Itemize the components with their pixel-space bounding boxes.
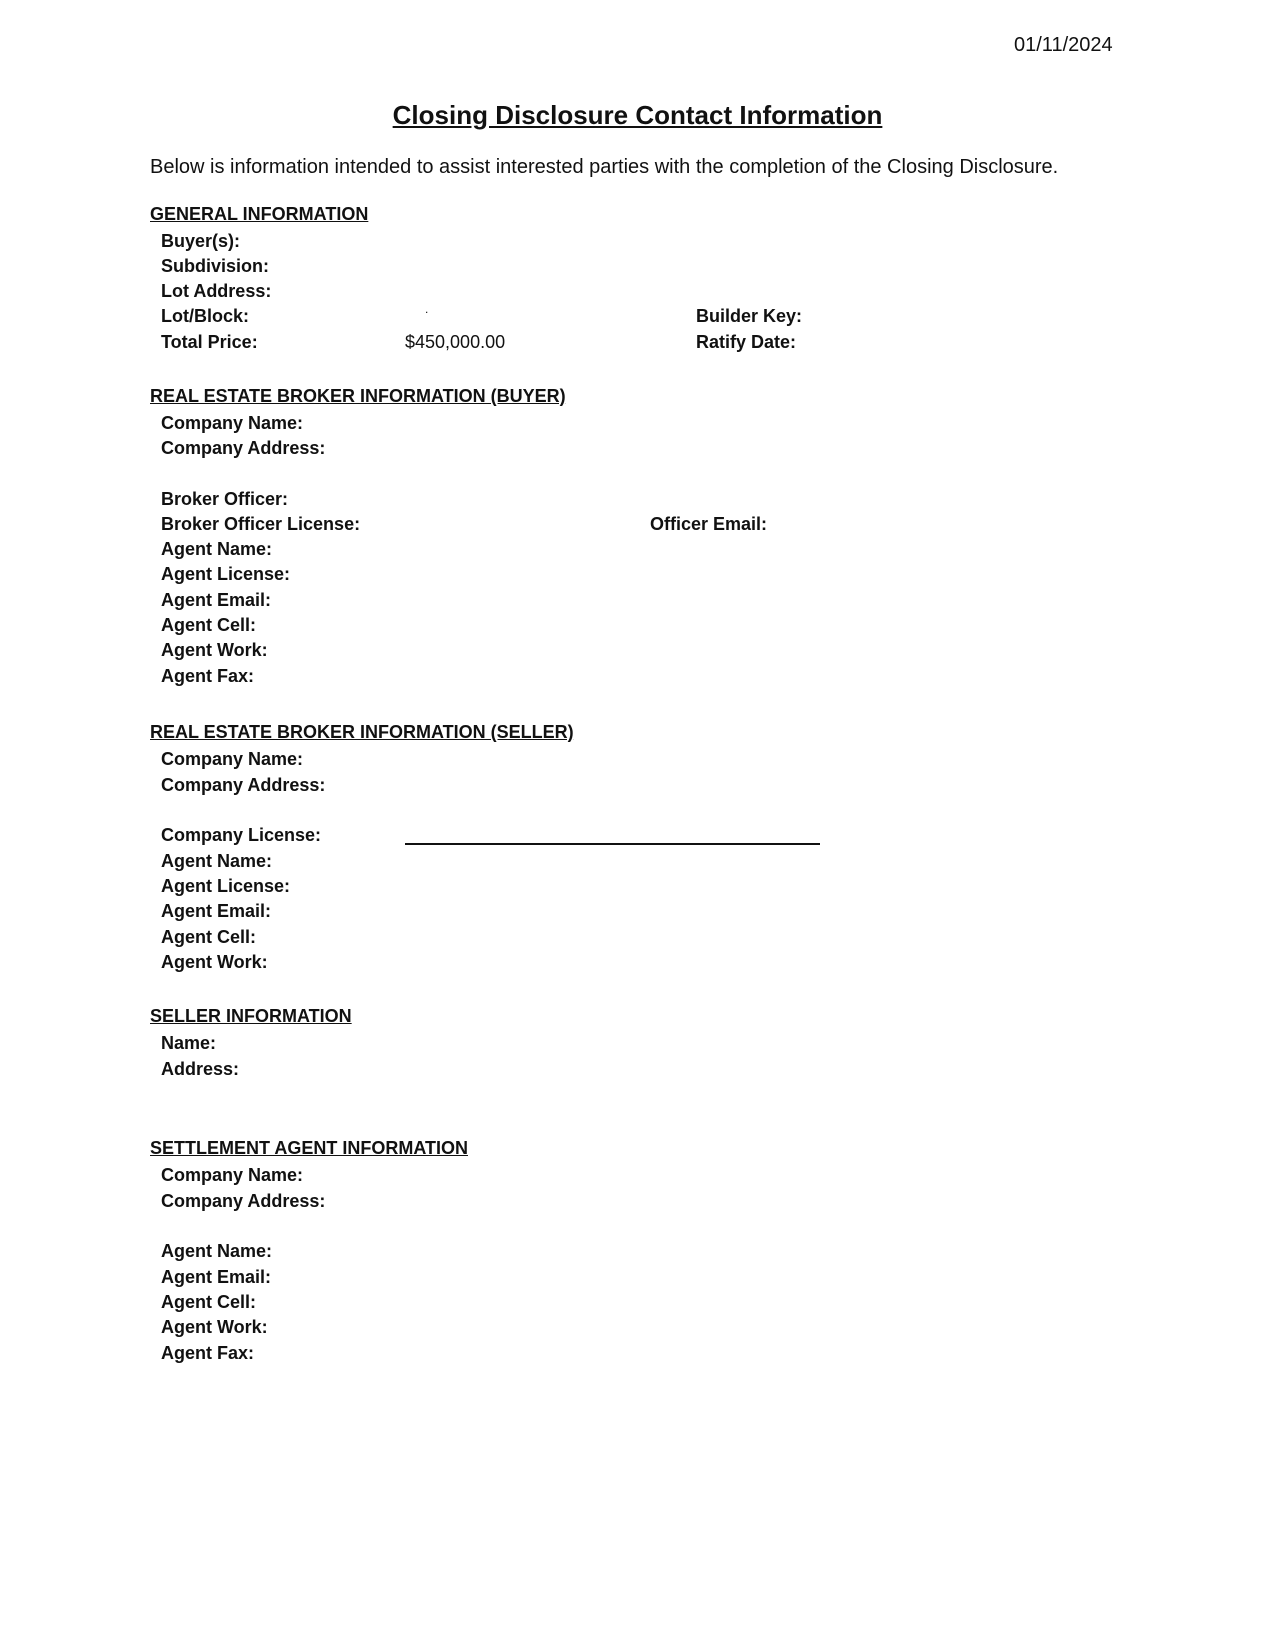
settlement-agent-email-label: Agent Email: <box>161 1267 272 1287</box>
settlement-heading: SETTLEMENT AGENT INFORMATION <box>150 1138 468 1158</box>
buyer-agent-work-label: Agent Work: <box>161 640 268 660</box>
buyer-company-address-label: Company Address: <box>161 438 326 458</box>
seller-company-address-label: Company Address: <box>161 775 326 795</box>
document-date: 01/11/2024 <box>1014 34 1113 56</box>
intro-text: Below is information intended to assist interested parties with the completion of the Closing Disclosure. <box>150 156 1059 178</box>
seller-info-heading: SELLER INFORMATION <box>150 1006 352 1026</box>
buyer-agent-email-label: Agent Email: <box>161 590 272 610</box>
officer-email-label: Officer Email: <box>650 514 768 534</box>
total-price-value: $450,000.00 <box>405 332 506 352</box>
seller-agent-email-label: Agent Email: <box>161 901 272 921</box>
company-license-label: Company License: <box>161 825 322 845</box>
seller-name-label: Name: <box>161 1033 217 1053</box>
page-title: Closing Disclosure Contact Information <box>392 100 883 130</box>
buyer-agent-fax-label: Agent Fax: <box>161 666 255 686</box>
settlement-agent-cell-label: Agent Cell: <box>161 1292 257 1312</box>
subdivision-label: Subdivision: <box>161 256 269 276</box>
seller-address-label: Address: <box>161 1059 240 1079</box>
buyer-company-name-label: Company Name: <box>161 413 304 433</box>
buyer-agent-cell-label: Agent Cell: <box>161 615 257 635</box>
seller-agent-cell-label: Agent Cell: <box>161 927 257 947</box>
seller-agent-name-label: Agent Name: <box>161 851 273 871</box>
lot-block-value: . <box>425 302 429 316</box>
ratify-date-label: Ratify Date: <box>696 332 797 352</box>
settlement-agent-work-label: Agent Work: <box>161 1317 268 1337</box>
settlement-company-name-label: Company Name: <box>161 1165 304 1185</box>
lot-block-label: Lot/Block: <box>161 306 249 326</box>
builder-key-label: Builder Key: <box>696 306 803 326</box>
buyers-label: Buyer(s): <box>161 231 241 251</box>
broker-officer-license-label: Broker Officer License: <box>161 514 361 534</box>
company-license-line <box>405 843 820 845</box>
settlement-agent-fax-label: Agent Fax: <box>161 1343 255 1363</box>
buyer-agent-license-label: Agent License: <box>161 564 291 584</box>
settlement-agent-name-label: Agent Name: <box>161 1241 273 1261</box>
settlement-company-address-label: Company Address: <box>161 1191 326 1211</box>
seller-company-name-label: Company Name: <box>161 749 304 769</box>
buyer-broker-heading: REAL ESTATE BROKER INFORMATION (BUYER) <box>150 386 566 406</box>
broker-officer-label: Broker Officer: <box>161 489 289 509</box>
lot-address-label: Lot Address: <box>161 281 272 301</box>
total-price-label: Total Price: <box>161 332 258 352</box>
seller-agent-work-label: Agent Work: <box>161 952 268 972</box>
buyer-agent-name-label: Agent Name: <box>161 539 273 559</box>
seller-broker-heading: REAL ESTATE BROKER INFORMATION (SELLER) <box>150 722 574 742</box>
general-info-heading: GENERAL INFORMATION <box>150 204 369 224</box>
seller-agent-license-label: Agent License: <box>161 876 291 896</box>
